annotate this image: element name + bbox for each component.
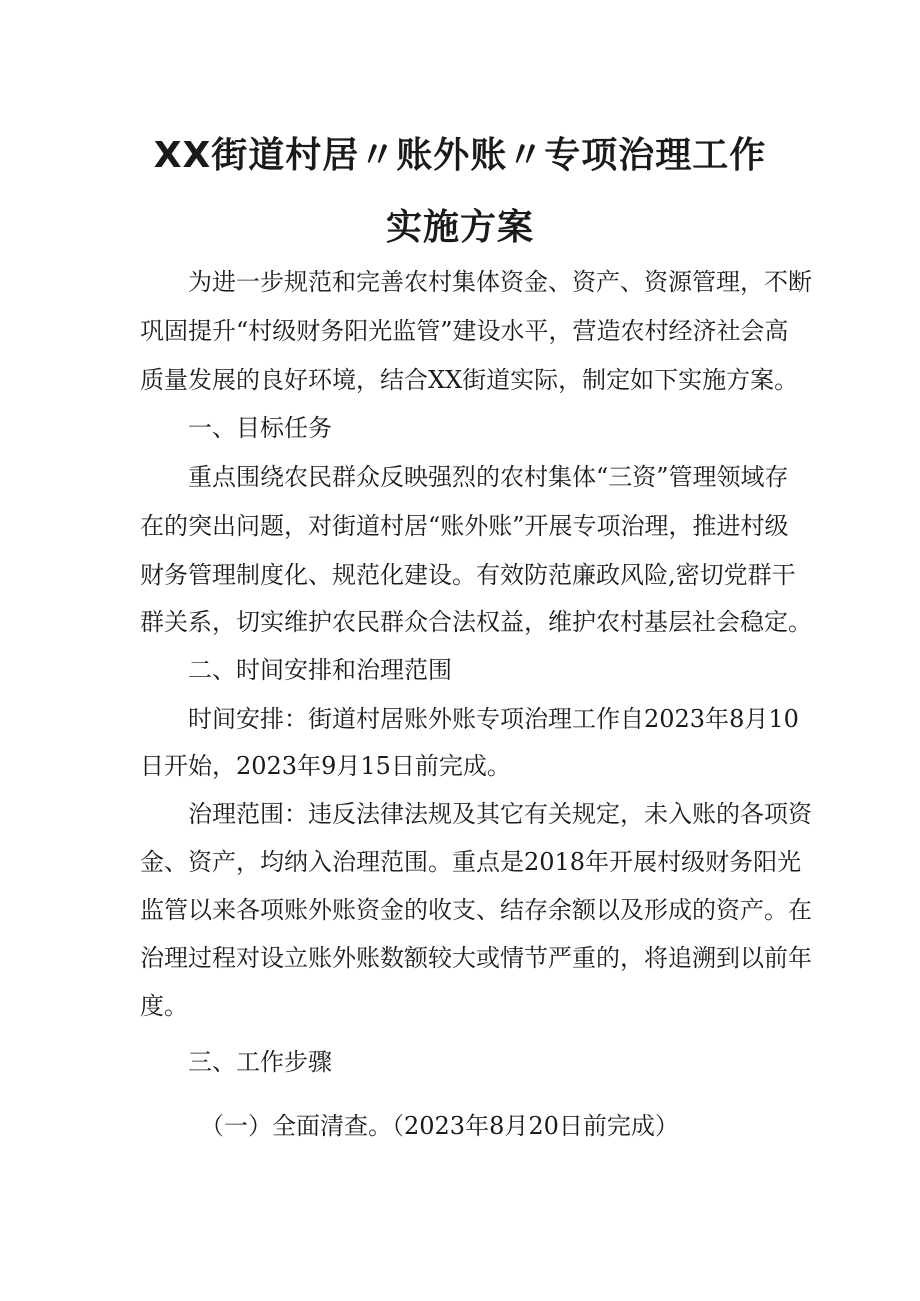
subsection-heading: （一）全面清查。（2023年8月20日前完成） xyxy=(200,1112,679,1140)
paragraph-line: 度。 xyxy=(140,992,188,1020)
paragraph-line: 为进一步规范和完善农村集体资金、资产、资源管理，不断 xyxy=(188,268,812,296)
paragraph-line: 时间安排：街道村居账外账专项治理工作自2023年8月10 xyxy=(188,705,799,733)
paragraph-line: 巩固提升“村级财务阳光监管”建设水平，营造农村经济社会高 xyxy=(140,317,789,345)
paragraph-line: 治理范围：违反法律法规及其它有关规定，未入账的各项资 xyxy=(188,800,812,828)
paragraph-line: 日开始，2023年9月15日前完成。 xyxy=(140,752,511,780)
paragraph-line: 质量发展的良好环境，结合XX街道实际，制定如下实施方案。 xyxy=(140,366,799,394)
paragraph-line: 群关系，切实维护农民群众合法权益，维护农村基层社会稳定。 xyxy=(140,608,812,636)
section-heading: 二、时间安排和治理范围 xyxy=(188,656,452,684)
paragraph-line: 金、资产，均纳入治理范围。重点是2018年开展村级财务阳光 xyxy=(140,848,802,876)
section-heading: 三、工作步骤 xyxy=(188,1048,332,1076)
paragraph-line: 在的突出问题，对街道村居“账外账”开展专项治理，推进村级 xyxy=(140,512,789,540)
document-title-line-1: XX街道村居〃账外账〃专项治理工作 xyxy=(153,135,767,176)
paragraph-line: 重点围绕农民群众反映强烈的农村集体“三资”管理领域存 xyxy=(188,463,789,491)
paragraph-line: 监管以来各项账外账资金的收支、结存余额以及形成的资产。在 xyxy=(140,896,812,924)
paragraph-line: 财务管理制度化、规范化建设。有效防范廉政风险,密切党群干 xyxy=(140,561,796,589)
document-title-line-2: 实施方案 xyxy=(385,207,534,248)
section-heading: 一、目标任务 xyxy=(188,414,332,442)
paragraph-line: 治理过程对设立账外账数额较大或情节严重的，将追溯到以前年 xyxy=(140,944,812,972)
